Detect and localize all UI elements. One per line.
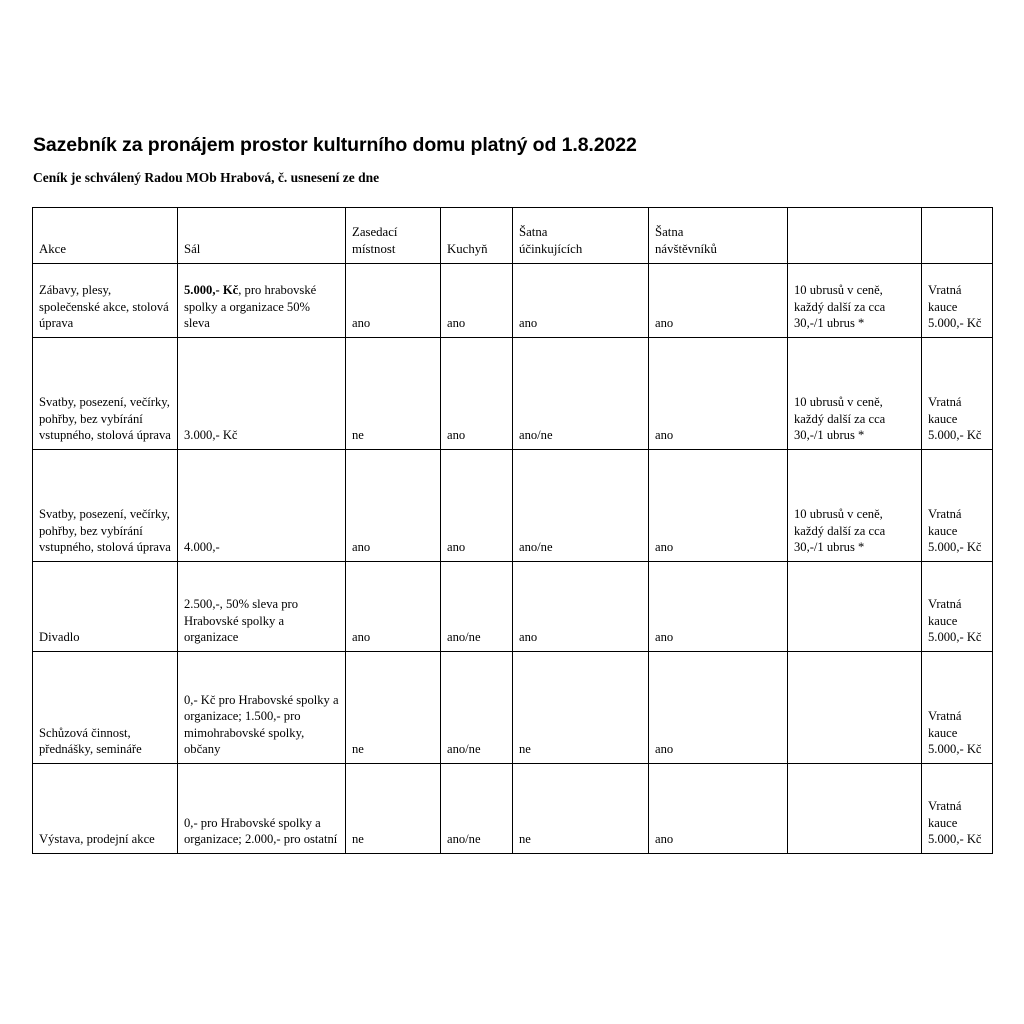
column-header-sal-label: Sál bbox=[184, 242, 201, 257]
column-header-akce bbox=[33, 208, 178, 264]
cell-sal-note: 4.000,- bbox=[184, 540, 220, 555]
price-list-table bbox=[32, 207, 993, 854]
cell-sal-note: 0,- Kč pro Hrabovské spolky a organizace; 1.500,- pro mimohrabovské spolky, občany bbox=[184, 692, 339, 757]
cell-satna-navstevniku: ano bbox=[649, 652, 788, 764]
cell-kuchyn: ano bbox=[441, 338, 513, 450]
table-row bbox=[33, 652, 993, 764]
page-subtitle: Ceník je schválený Radou MOb Hrabová, č. usnesení ze dne bbox=[33, 170, 380, 185]
table-row bbox=[33, 338, 993, 450]
cell-satna-navstevniku: ano bbox=[649, 764, 788, 854]
cell-ubrusy-note bbox=[788, 562, 922, 652]
column-header-zasedaci-mistnost bbox=[346, 208, 441, 264]
column-header-ubrusy bbox=[788, 208, 922, 264]
cell-kuchyn: ano bbox=[441, 450, 513, 562]
cell-sal-note: , pro hrabovské spolky a organizace 50% sleva bbox=[184, 283, 317, 331]
cell-ubrusy-note: 10 ubrusů v ceně, každý další za cca 30,-/1 ubrus * bbox=[788, 338, 922, 450]
cell-satna-ucinkujicich: ano bbox=[513, 264, 649, 338]
cell-kauce: Vratná kauce 5.000,- Kč bbox=[922, 450, 993, 562]
cell-zasedaci-mistnost: ne bbox=[346, 764, 441, 854]
cell-kuchyn: ano bbox=[441, 264, 513, 338]
cell-akce: Schůzová činnost, přednášky, semináře bbox=[33, 652, 178, 764]
page-title: Sazebník za pronájem prostor kulturního domu platný od 1.8.2022 bbox=[33, 134, 637, 156]
cell-sal bbox=[178, 652, 346, 764]
cell-zasedaci-mistnost: ne bbox=[346, 338, 441, 450]
cell-zasedaci-mistnost: ano bbox=[346, 562, 441, 652]
cell-sal bbox=[178, 450, 346, 562]
column-header-zasedaci-line2: místnost bbox=[352, 242, 396, 257]
cell-satna-navstevniku: ano bbox=[649, 450, 788, 562]
column-header-satna-ucinkujicich bbox=[513, 208, 649, 264]
cell-kauce: Vratná kauce 5.000,- Kč bbox=[922, 338, 993, 450]
column-header-zasedaci-line1: Zasedací bbox=[352, 225, 398, 240]
cell-satna-navstevniku: ano bbox=[649, 264, 788, 338]
cell-ubrusy-note bbox=[788, 652, 922, 764]
column-header-satna-ucink-line2: účinkujících bbox=[519, 242, 583, 257]
table-row bbox=[33, 264, 993, 338]
cell-akce: Svatby, posezení, večírky, pohřby, bez vybírání vstupného, stolová úprava bbox=[33, 450, 178, 562]
cell-kauce: Vratná kauce 5.000,- Kč bbox=[922, 264, 993, 338]
cell-sal-note: 2.500,-, 50% sleva pro Hrabovské spolky a organizace bbox=[184, 597, 299, 645]
cell-akce: Zábavy, plesy, společenské akce, stolová úprava bbox=[33, 264, 178, 338]
cell-zasedaci-mistnost: ano bbox=[346, 264, 441, 338]
cell-akce: Divadlo bbox=[33, 562, 178, 652]
cell-satna-navstevniku: ano bbox=[649, 338, 788, 450]
cell-kauce: Vratná kauce 5.000,- Kč bbox=[922, 764, 993, 854]
cell-satna-ucinkujicich: ano bbox=[513, 562, 649, 652]
cell-kauce: Vratná kauce 5.000,- Kč bbox=[922, 562, 993, 652]
cell-ubrusy-note: 10 ubrusů v ceně, každý další za cca 30,-/1 ubrus * bbox=[788, 450, 922, 562]
cell-sal-note: 3.000,- Kč bbox=[184, 428, 238, 443]
column-header-sal bbox=[178, 208, 346, 264]
cell-sal bbox=[178, 562, 346, 652]
cell-kuchyn: ano/ne bbox=[441, 562, 513, 652]
cell-zasedaci-mistnost: ne bbox=[346, 652, 441, 764]
cell-ubrusy-note bbox=[788, 764, 922, 854]
table-row bbox=[33, 450, 993, 562]
column-header-satna-ucink-line1: Šatna bbox=[519, 225, 548, 240]
column-header-satna-navst-line1: Šatna bbox=[655, 225, 684, 240]
column-header-kuchyn-label: Kuchyň bbox=[447, 242, 488, 257]
cell-zasedaci-mistnost: ano bbox=[346, 450, 441, 562]
column-header-satna-navstevniku bbox=[649, 208, 788, 264]
column-header-akce-label: Akce bbox=[39, 242, 66, 257]
table-header-row bbox=[33, 208, 993, 264]
column-header-satna-navst-line2: návštěvníků bbox=[655, 242, 717, 257]
cell-akce: Výstava, prodejní akce bbox=[33, 764, 178, 854]
column-header-kuchyn bbox=[441, 208, 513, 264]
table-row bbox=[33, 562, 993, 652]
cell-sal-note: 0,- pro Hrabovské spolky a organizace; 2.000,- pro ostatní bbox=[184, 815, 338, 847]
cell-kuchyn: ano/ne bbox=[441, 652, 513, 764]
cell-sal-price: 5.000,- Kč bbox=[184, 283, 239, 298]
cell-satna-ucinkujicich: ne bbox=[513, 652, 649, 764]
column-header-kauce bbox=[922, 208, 993, 264]
cell-kauce: Vratná kauce 5.000,- Kč bbox=[922, 652, 993, 764]
cell-satna-ucinkujicich: ano/ne bbox=[513, 450, 649, 562]
cell-sal bbox=[178, 764, 346, 854]
cell-kuchyn: ano/ne bbox=[441, 764, 513, 854]
cell-satna-ucinkujicich: ne bbox=[513, 764, 649, 854]
cell-ubrusy-note: 10 ubrusů v ceně, každý další za cca 30,-/1 ubrus * bbox=[788, 264, 922, 338]
cell-sal bbox=[178, 264, 346, 338]
table-row bbox=[33, 764, 993, 854]
cell-satna-ucinkujicich: ano/ne bbox=[513, 338, 649, 450]
cell-satna-navstevniku: ano bbox=[649, 562, 788, 652]
cell-akce: Svatby, posezení, večírky, pohřby, bez vybírání vstupného, stolová úprava bbox=[33, 338, 178, 450]
cell-sal bbox=[178, 338, 346, 450]
